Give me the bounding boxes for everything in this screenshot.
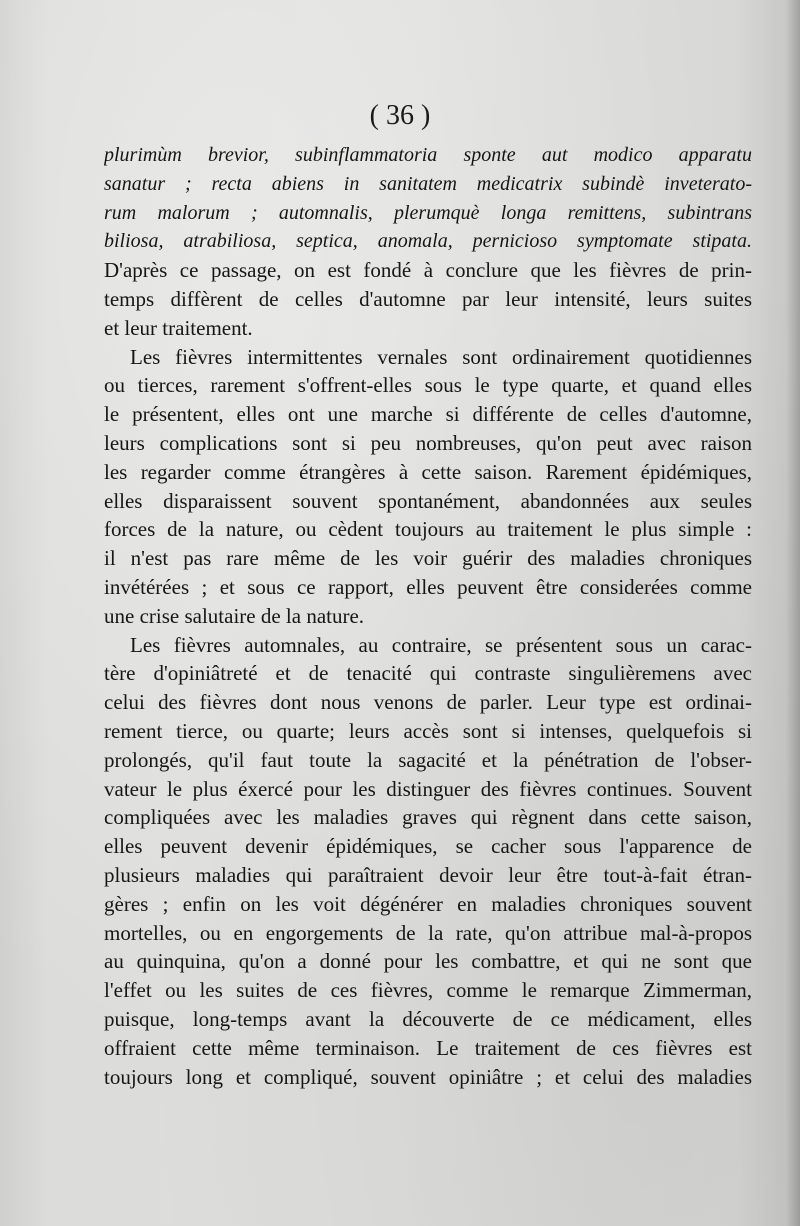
text-line: et leur traitement. [104,315,253,340]
text-line: biliosa, atrabiliosa, septica, anomala, pernicioso symptomate stipata. [104,230,752,253]
text-line: plusieurs maladies qui paraîtraient devoir leur être tout-à-fait étran- [104,862,752,887]
text-line: forces de la nature, ou cèdent toujours au traitement le plus simple : [104,517,752,542]
text-line: rum malorum ; automnalis, plerumquè longa remittens, subintrans [104,201,752,224]
page-number: ( 36 ) [369,100,431,131]
text-line: une crise salutaire de la nature. [104,603,365,628]
text-line: les regarder comme étrangères à cette saison. Rarement épidémiques, [104,459,752,484]
text-line: elles disparaissent souvent spontanément, abandonnées aux seules [104,488,752,513]
body-text [104,141,752,1091]
text-line: temps diffèrent de celles d'automne par leur intensité, leurs suites [104,286,752,311]
paragraph-start-line: Les fièvres automnales, au contraire, se présentent sous un carac- [130,632,752,657]
text-line: plurimùm brevior, subinflammatoria sponte aut modico apparatu [104,144,752,166]
text-line: toujours long et compliqué, souvent opiniâtre ; et celui des maladies [104,1064,752,1089]
text-line: le présentent, elles ont une marche si différente de celles d'automne, [104,402,752,427]
text-line: gères ; enfin on les voit dégénérer en maladies chroniques souvent [104,891,752,916]
text-line: vateur le plus éxercé pour les distinguer des fièvres continues. Souvent [104,776,752,801]
text-line: il n'est pas rare même de les voir guérir des maladies chroniques [104,546,752,571]
text-line: offraient cette même terminaison. Le traitement de ces fièvres est [104,1035,752,1060]
text-line: prolongés, qu'il faut toute la sagacité et la pénétration de l'obser- [104,747,752,772]
text-line: compliquées avec les maladies graves qui règnent dans cette saison, [104,805,752,830]
text-line: puisque, long-temps avant la découverte de ce médicament, elles [104,1006,752,1031]
text-line: sanatur ; recta abiens in sanitatem medicatrix subindè inveterato- [104,172,752,195]
text-line: au quinquina, qu'on a donné pour les combattre, et qui ne sont que [104,949,752,974]
text-line: ou tierces, rarement s'offrent-elles sous le type quarte, et quand elles [104,373,752,398]
text-line: l'effet ou les suites de ces fièvres, comme le remarque Zimmerman, [104,978,752,1003]
text-line: mortelles, ou en engorgements de la rate, qu'on attribue mal-à-propos [104,920,752,945]
text-line: celui des fièvres dont nous venons de parler. Leur type est ordinai- [104,690,752,715]
text-line: tère d'opiniâtreté et de tenacité qui contraste singulièremens avec [104,661,752,686]
text-line: D'après ce passage, on est fondé à conclure que les fièvres de prin- [104,258,752,283]
text-line: rement tierce, ou quarte; leurs accès sont si intenses, quelquefois si [104,718,752,743]
text-line: elles peuvent devenir épidémiques, se cacher sous l'apparence de [104,834,752,859]
text-line: leurs complications sont si peu nombreuses, qu'on peut avec raison [104,430,752,455]
text-line: invétérées ; et sous ce rapport, elles peuvent être considerées comme [104,574,752,599]
paragraph-start-line: Les fièvres intermittentes vernales sont ordinairement quotidiennes [130,344,752,369]
